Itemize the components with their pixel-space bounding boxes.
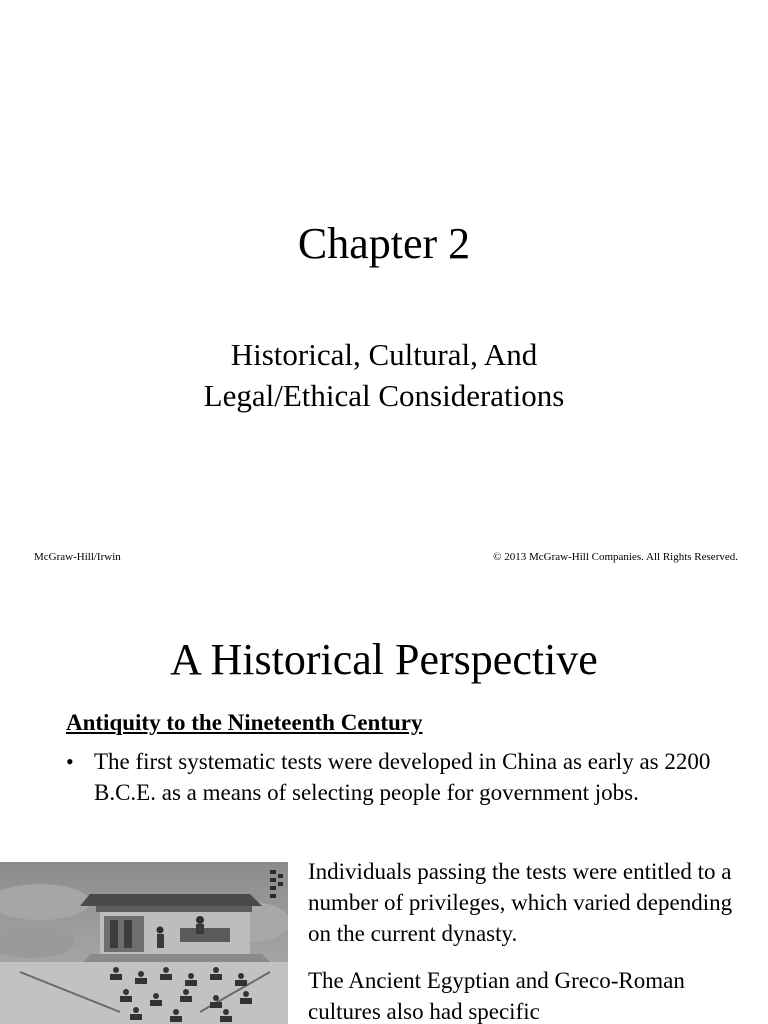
- historical-exam-painting: [0, 862, 288, 1024]
- slide-title: A Historical Perspective: [170, 635, 598, 684]
- subtitle-line-1: Historical, Cultural, And: [230, 337, 538, 372]
- section-heading: Antiquity to the Nineteenth Century: [66, 710, 423, 735]
- paragraph-egyptian-greco-roman: The Ancient Egyptian and Greco-Roman cultures also had specific: [308, 968, 685, 1024]
- publisher-footer: McGraw-Hill/Irwin: [34, 551, 121, 563]
- paragraph-privileges: Individuals passing the tests were entitled to a number of privileges, which varied depending on the current dynasty.: [308, 859, 733, 946]
- chapter-subtitle: [0, 334, 768, 416]
- side-text-block: [308, 856, 748, 1024]
- bullet-item: [66, 746, 716, 808]
- copyright-footer: © 2013 McGraw-Hill Companies. All Rights Reserved.: [493, 551, 738, 563]
- bullet-marker: •: [66, 749, 74, 774]
- chapter-title: Chapter 2: [297, 219, 471, 268]
- bullet-text: The first systematic tests were developed in China as early as 2200 B.C.E. as a means of selecting people for government jobs.: [94, 749, 711, 805]
- subtitle-line-2: Legal/Ethical Considerations: [203, 378, 565, 413]
